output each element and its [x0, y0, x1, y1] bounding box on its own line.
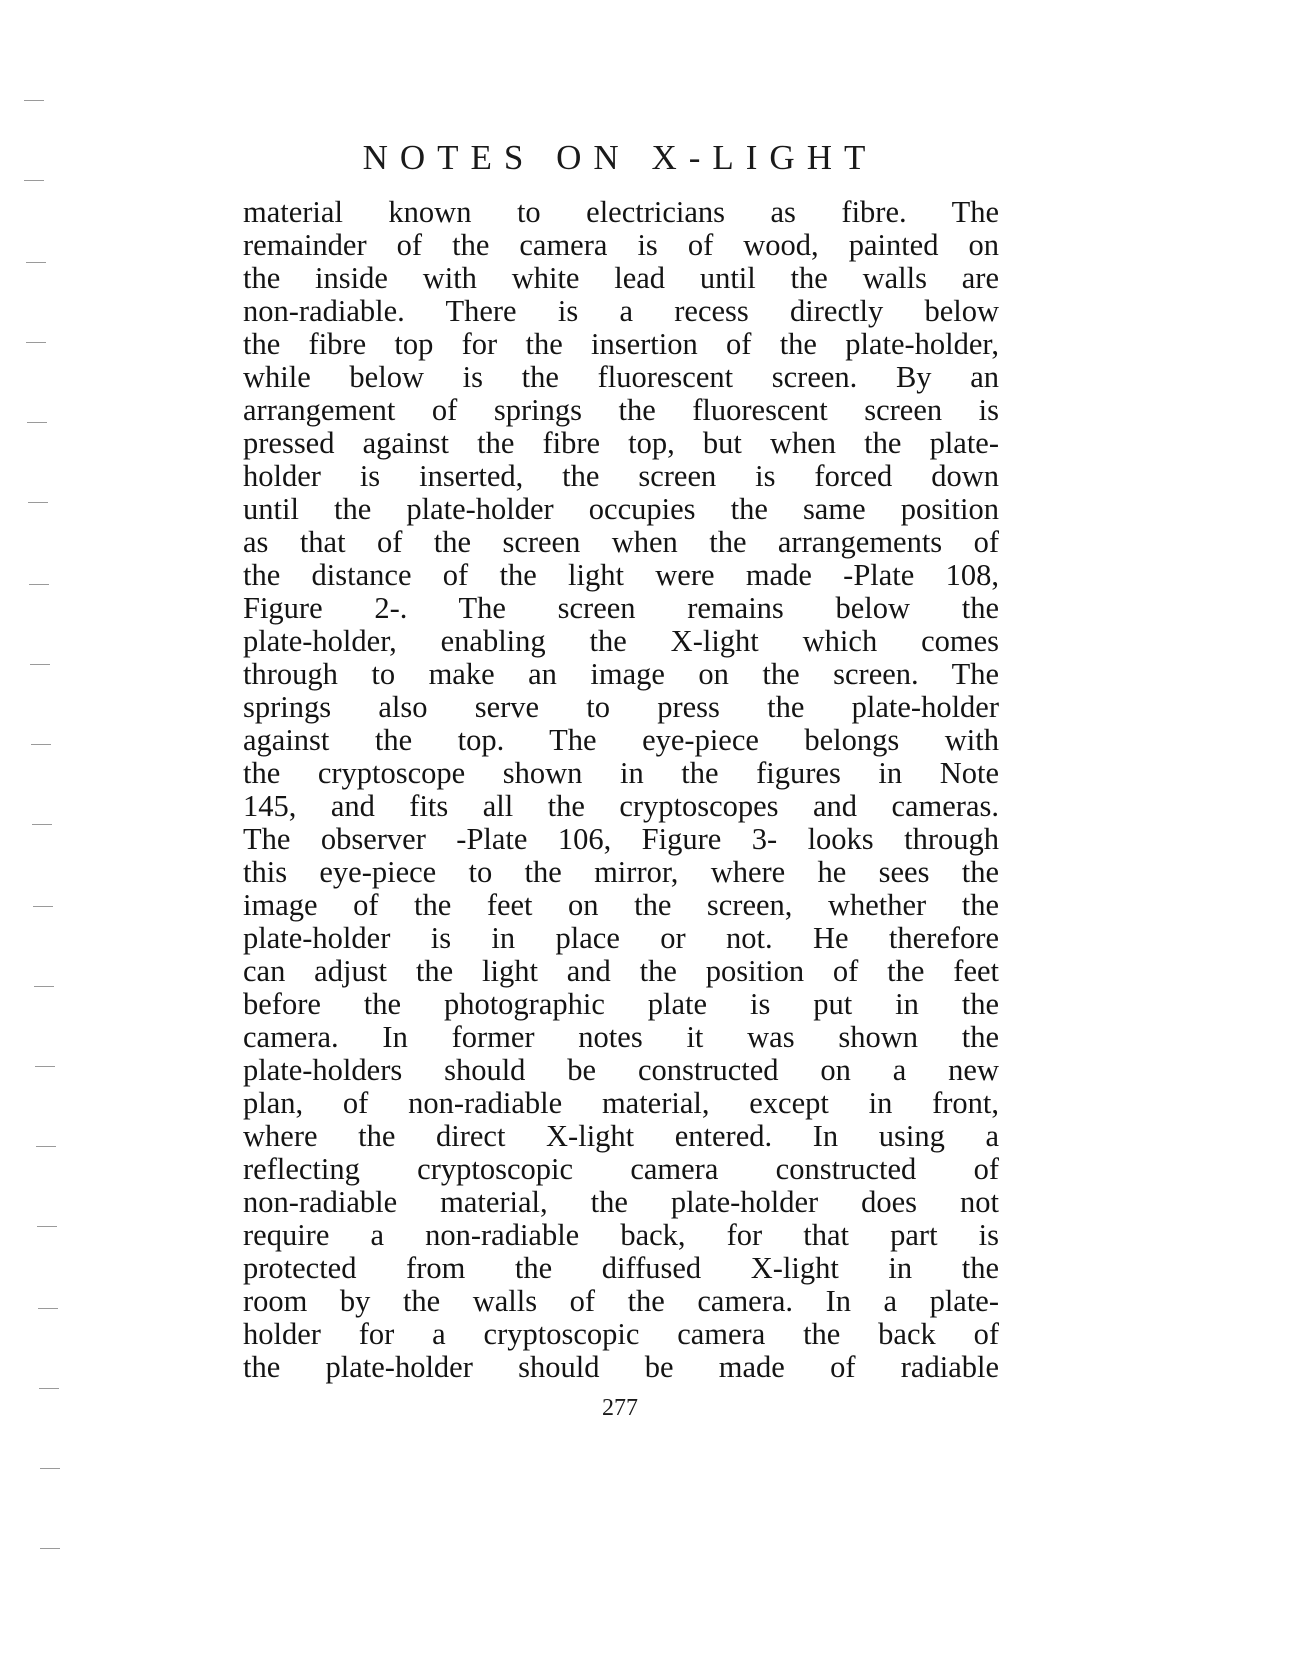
margin-mark [26, 342, 46, 343]
running-head: NOTES ON X-LIGHT [362, 138, 878, 177]
text-line: room by the walls of the camera. In a plate- [243, 1285, 999, 1318]
text-line: this eye-piece to the mirror, where he sees the [243, 856, 999, 889]
text-line: image of the feet on the screen, whether the [243, 889, 999, 922]
text-line: protected from the diffused X-light in the [243, 1252, 999, 1285]
margin-mark [26, 262, 46, 263]
text-line: can adjust the light and the position of the feet [243, 955, 999, 988]
text-line: material known to electricians as fibre. The [243, 196, 999, 229]
margin-mark [37, 1226, 57, 1227]
text-line: reflecting cryptoscopic camera constructed of [243, 1153, 999, 1186]
text-line: holder is inserted, the screen is forced down [243, 460, 999, 493]
text-line: plan, of non-radiable material, except in front, [243, 1087, 999, 1120]
text-line: before the photographic plate is put in the [243, 988, 999, 1021]
text-line: non-radiable material, the plate-holder does not [243, 1186, 999, 1219]
margin-mark [28, 502, 48, 503]
body-text [243, 196, 999, 1384]
text-line: Figure 2-. The screen remains below the [243, 592, 999, 625]
text-line: the fibre top for the insertion of the plate-holder, [243, 328, 999, 361]
margin-mark [24, 100, 44, 101]
margin-mark [34, 986, 54, 987]
text-line: 145, and fits all the cryptoscopes and cameras. [243, 790, 999, 823]
margin-mark [39, 1388, 59, 1389]
text-line: the distance of the light were made -Plate 108, [243, 559, 999, 592]
margin-mark [32, 824, 52, 825]
margin-mark [30, 664, 50, 665]
text-line: through to make an image on the screen. The [243, 658, 999, 691]
text-line: while below is the fluorescent screen. By an [243, 361, 999, 394]
text-line: springs also serve to press the plate-holder [243, 691, 999, 724]
text-line: camera. In former notes it was shown the [243, 1021, 999, 1054]
text-line: plate-holders should be constructed on a new [243, 1054, 999, 1087]
text-line: remainder of the camera is of wood, painted on [243, 229, 999, 262]
margin-mark [33, 906, 53, 907]
text-line: the cryptoscope shown in the figures in Note [243, 757, 999, 790]
margin-mark [29, 584, 49, 585]
text-line: plate-holder is in place or not. He therefore [243, 922, 999, 955]
margin-mark [31, 744, 51, 745]
margin-mark [38, 1308, 58, 1309]
text-line: against the top. The eye-piece belongs with [243, 724, 999, 757]
page-number: 277 [602, 1395, 638, 1421]
text-line: non-radiable. There is a recess directly below [243, 295, 999, 328]
text-line: the plate-holder should be made of radiable [243, 1351, 999, 1384]
text-line: until the plate-holder occupies the same position [243, 493, 999, 526]
margin-mark [35, 1066, 55, 1067]
text-line: the inside with white lead until the walls are [243, 262, 999, 295]
margin-mark [27, 422, 47, 423]
text-line: pressed against the fibre top, but when the plate- [243, 427, 999, 460]
margin-mark [36, 1146, 56, 1147]
text-line: arrangement of springs the fluorescent screen is [243, 394, 999, 427]
text-line: The observer -Plate 106, Figure 3- looks through [243, 823, 999, 856]
text-line: holder for a cryptoscopic camera the back of [243, 1318, 999, 1351]
text-line: as that of the screen when the arrangements of [243, 526, 999, 559]
left-margin-marks [0, 0, 80, 1671]
margin-mark [40, 1548, 60, 1549]
margin-mark [24, 180, 44, 181]
text-line: where the direct X-light entered. In using a [243, 1120, 999, 1153]
margin-mark [40, 1468, 60, 1469]
text-line: plate-holder, enabling the X-light which comes [243, 625, 999, 658]
text-line: require a non-radiable back, for that part is [243, 1219, 999, 1252]
